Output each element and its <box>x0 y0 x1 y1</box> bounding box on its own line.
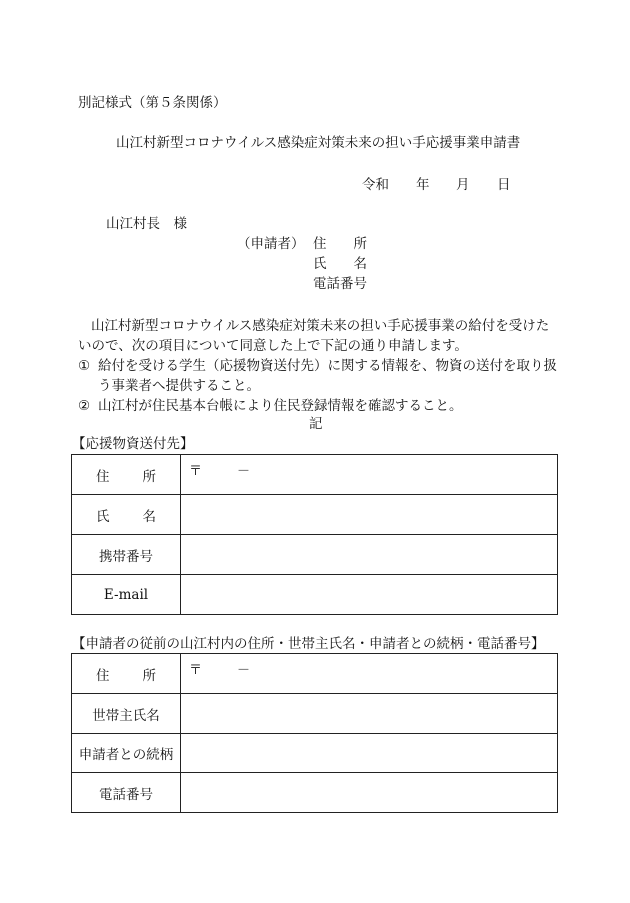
consent-item-text: 山江村が住民基本台帳により住民登録情報を確認すること。 <box>98 398 463 414</box>
table-row <box>72 734 558 773</box>
table-row <box>72 455 558 495</box>
table-row <box>72 535 558 575</box>
consent-item-number: ② <box>78 398 91 414</box>
postal-mark: 〒 <box>189 663 203 678</box>
table-row <box>72 654 558 694</box>
recipient-mobile-field[interactable] <box>181 535 558 575</box>
date-era: 令和 <box>362 177 389 193</box>
row-label: 氏 名 <box>72 495 181 535</box>
form-number: 別記様式（第５条関係） <box>78 95 227 111</box>
date-year: 年 <box>416 177 430 193</box>
document-title: 山江村新型コロナウイルス感染症対策未来の担い手応援事業申請書 <box>116 135 521 151</box>
consent-item-number: ① <box>78 358 91 374</box>
postal-code <box>189 460 250 479</box>
addressee: 山江村長 様 <box>106 216 187 232</box>
row-label: 電話番号 <box>72 773 181 813</box>
row-label: 申請者との続柄 <box>72 734 181 773</box>
relationship-field[interactable] <box>181 734 558 773</box>
applicant-label: （申請者） <box>237 236 305 252</box>
table-row <box>72 575 558 615</box>
row-label: 世帯主氏名 <box>72 694 181 734</box>
postal-dash: － <box>237 663 251 678</box>
applicant-name-label: 氏 名 <box>313 256 367 272</box>
applicant-address-label: 住 所 <box>313 236 367 252</box>
row-label: E-mail <box>72 575 181 615</box>
previous-residence-table <box>71 653 558 813</box>
consent-item <box>78 356 562 396</box>
row-label: 住 所 <box>72 455 181 495</box>
previous-address-field[interactable] <box>181 654 558 694</box>
table1-heading: 【応援物資送付先】 <box>72 436 194 452</box>
recipient-address-field[interactable] <box>181 455 558 495</box>
previous-phone-field[interactable] <box>181 773 558 813</box>
date-month: 月 <box>456 177 470 193</box>
applicant-phone-label: 電話番号 <box>313 276 367 292</box>
row-label: 住 所 <box>72 654 181 694</box>
date-day: 日 <box>497 177 511 193</box>
consent-item <box>78 396 562 416</box>
intro-paragraph: 山江村新型コロナウイルス感染症対策未来の担い手応援事業の給付を受けたいので、次の項目について同意した上で下記の通り申請します。 <box>78 318 550 354</box>
householder-name-field[interactable] <box>181 694 558 734</box>
recipient-email-field[interactable] <box>181 575 558 615</box>
table2-heading: 【申請者の従前の山江村内の住所・世帯主氏名・申請者との続柄・電話番号】 <box>72 636 545 652</box>
table-row <box>72 773 558 813</box>
row-label: 携帯番号 <box>72 535 181 575</box>
table-row <box>72 694 558 734</box>
recipient-name-field[interactable] <box>181 495 558 535</box>
postal-code <box>189 659 250 678</box>
consent-item-text: 給付を受ける学生（応援物資送付先）に関する情報を、物資の送付を取り扱う事業者へ提供すること。 <box>98 358 557 394</box>
ki-marker: 記 <box>309 416 323 432</box>
recipient-table <box>71 454 558 615</box>
postal-mark: 〒 <box>189 464 203 479</box>
postal-dash: － <box>237 464 251 479</box>
table-row <box>72 495 558 535</box>
